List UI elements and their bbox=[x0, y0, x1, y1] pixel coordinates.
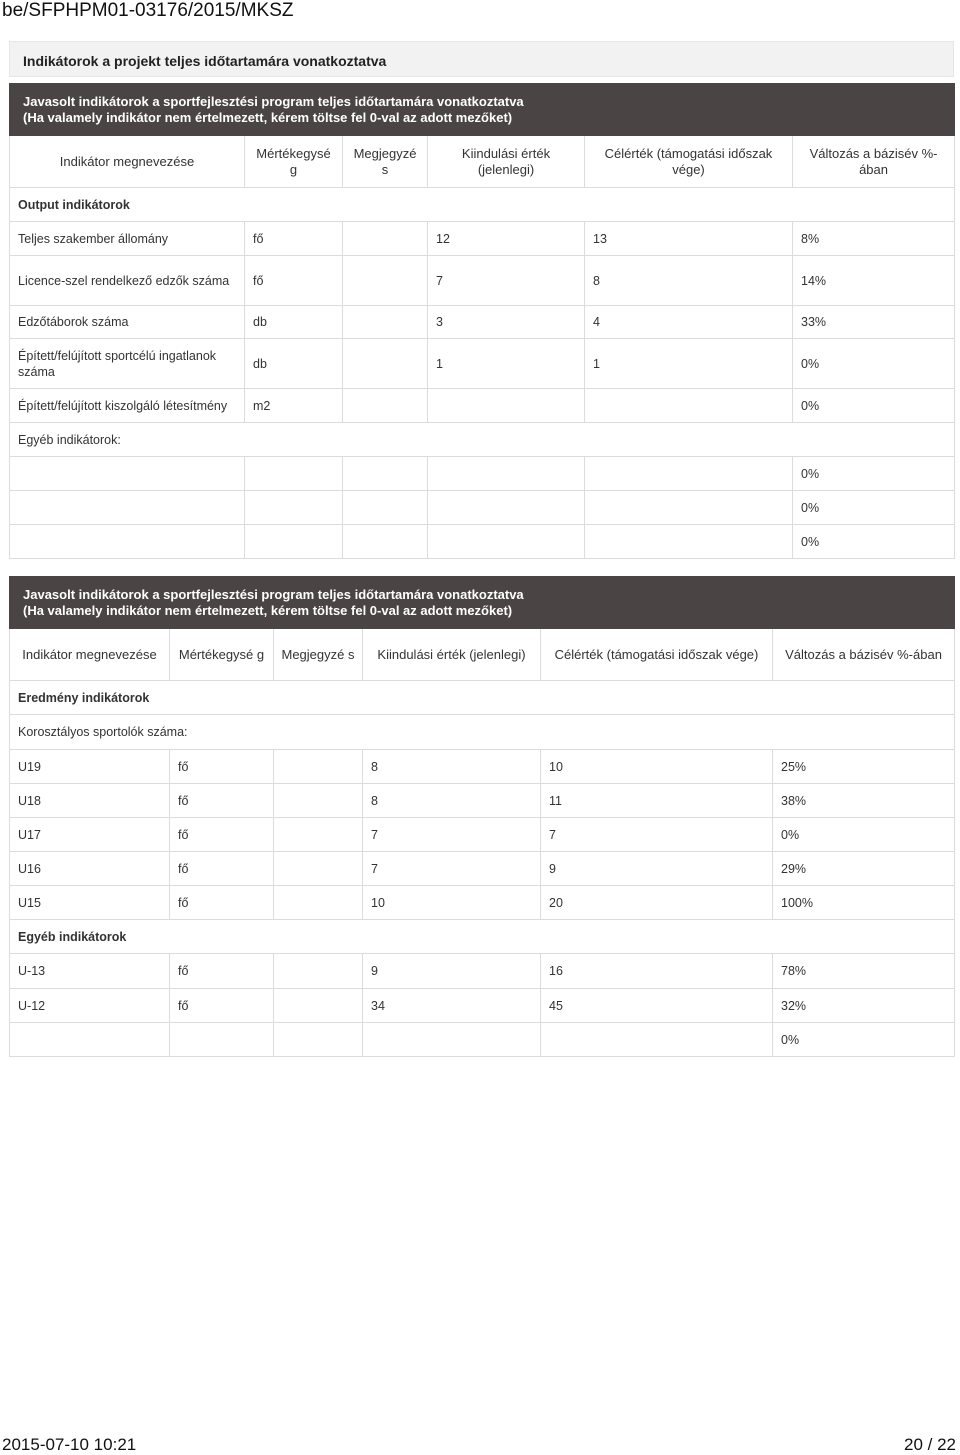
cell-base bbox=[428, 389, 585, 423]
cell-name bbox=[10, 1023, 170, 1057]
cell-target: 8 bbox=[585, 256, 793, 306]
table-row bbox=[10, 886, 955, 920]
cell-note bbox=[274, 1023, 363, 1057]
cell-name: Épített/felújított kiszolgáló létesítmény bbox=[10, 389, 245, 423]
col-header-unit: Mértékegysé g bbox=[170, 629, 274, 681]
cell-base: 8 bbox=[363, 784, 541, 818]
cell-target bbox=[585, 457, 793, 491]
cell-change: 14% bbox=[793, 256, 955, 306]
cell-unit bbox=[245, 457, 343, 491]
cell-base: 3 bbox=[428, 306, 585, 339]
group-row bbox=[10, 681, 955, 715]
table-banner-cell bbox=[10, 84, 955, 136]
table-row bbox=[10, 852, 955, 886]
cell-target: 10 bbox=[541, 750, 773, 784]
cell-note bbox=[343, 525, 428, 559]
banner-line-2: (Ha valamely indikátor nem értelmezett, kérem töltse fel 0-val az adott mezőket) bbox=[23, 109, 513, 125]
cell-target: 9 bbox=[541, 852, 773, 886]
cell-base: 10 bbox=[363, 886, 541, 920]
cell-base: 7 bbox=[363, 818, 541, 852]
cell-base bbox=[428, 491, 585, 525]
cell-change: 8% bbox=[793, 222, 955, 256]
cell-note bbox=[274, 852, 363, 886]
col-header-change: Változás a bázisév %-ában bbox=[773, 629, 955, 681]
cell-name: Teljes szakember állomány bbox=[10, 222, 245, 256]
cell-note bbox=[343, 491, 428, 525]
table-row bbox=[10, 222, 955, 256]
cell-name: Licence-szel rendelkező edzők száma bbox=[10, 256, 245, 306]
cell-change: 25% bbox=[773, 750, 955, 784]
cell-name: U15 bbox=[10, 886, 170, 920]
group-label-other: Egyéb indikátorok bbox=[10, 920, 955, 954]
cell-base: 7 bbox=[428, 256, 585, 306]
document-title: be/SFPHPM01-03176/2015/MKSZ bbox=[2, 0, 294, 21]
table-row bbox=[10, 818, 955, 852]
cell-name: U17 bbox=[10, 818, 170, 852]
cell-unit: fő bbox=[245, 222, 343, 256]
cell-change: 0% bbox=[793, 525, 955, 559]
table-row bbox=[10, 491, 955, 525]
cell-name: U-13 bbox=[10, 954, 170, 989]
table-banner bbox=[10, 577, 955, 629]
cell-note bbox=[343, 457, 428, 491]
col-header-name: Indikátor megnevezése bbox=[10, 629, 170, 681]
cell-name: U19 bbox=[10, 750, 170, 784]
table-row bbox=[10, 389, 955, 423]
cell-target: 11 bbox=[541, 784, 773, 818]
cell-note bbox=[274, 886, 363, 920]
cell-base bbox=[363, 1023, 541, 1057]
col-header-target: Célérték (támogatási időszak vége) bbox=[585, 136, 793, 188]
table-row bbox=[10, 954, 955, 989]
subgroup-row bbox=[10, 423, 955, 457]
col-header-base: Kiindulási érték (jelenlegi) bbox=[428, 136, 585, 188]
other-indicators-label: Egyéb indikátorok: bbox=[10, 423, 955, 457]
table-row bbox=[10, 256, 955, 306]
cell-change: 100% bbox=[773, 886, 955, 920]
col-header-name: Indikátor megnevezése bbox=[10, 136, 245, 188]
cell-note bbox=[343, 389, 428, 423]
cell-change: 38% bbox=[773, 784, 955, 818]
age-groups-label: Korosztályos sportolók száma: bbox=[10, 715, 955, 750]
cell-target bbox=[585, 525, 793, 559]
cell-name: Edzőtáborok száma bbox=[10, 306, 245, 339]
cell-base: 1 bbox=[428, 339, 585, 389]
cell-base: 12 bbox=[428, 222, 585, 256]
banner-line-2: (Ha valamely indikátor nem értelmezett, kérem töltse fel 0-val az adott mezőket) bbox=[23, 602, 513, 618]
cell-change: 0% bbox=[793, 389, 955, 423]
cell-note bbox=[343, 339, 428, 389]
footer-page-number: 20 / 22 bbox=[904, 1435, 956, 1454]
cell-unit bbox=[245, 491, 343, 525]
cell-change: 0% bbox=[773, 1023, 955, 1057]
group-label-output: Output indikátorok bbox=[10, 188, 955, 222]
table-row bbox=[10, 1023, 955, 1057]
table-row bbox=[10, 989, 955, 1023]
col-header-target: Célérték (támogatási időszak vége) bbox=[541, 629, 773, 681]
cell-unit: fő bbox=[170, 954, 274, 989]
col-header-unit: Mértékegysé g bbox=[245, 136, 343, 188]
cell-unit: fő bbox=[170, 750, 274, 784]
cell-base: 7 bbox=[363, 852, 541, 886]
cell-target: 45 bbox=[541, 989, 773, 1023]
cell-note bbox=[274, 954, 363, 989]
group-row bbox=[10, 188, 955, 222]
cell-change: 32% bbox=[773, 989, 955, 1023]
cell-unit: db bbox=[245, 339, 343, 389]
cell-change: 0% bbox=[793, 457, 955, 491]
cell-target: 4 bbox=[585, 306, 793, 339]
cell-note bbox=[274, 989, 363, 1023]
cell-name bbox=[10, 525, 245, 559]
cell-change: 0% bbox=[773, 818, 955, 852]
table-banner bbox=[10, 84, 955, 136]
cell-unit: fő bbox=[170, 818, 274, 852]
cell-note bbox=[343, 306, 428, 339]
table-row bbox=[10, 784, 955, 818]
table-row bbox=[10, 750, 955, 784]
cell-unit bbox=[245, 525, 343, 559]
cell-target: 7 bbox=[541, 818, 773, 852]
cell-unit: fő bbox=[170, 989, 274, 1023]
cell-target bbox=[541, 1023, 773, 1057]
banner-line-1: Javasolt indikátorok a sportfejlesztési program teljes időtartamára vonatkoztatva bbox=[23, 586, 524, 602]
cell-target bbox=[585, 491, 793, 525]
banner-line-1: Javasolt indikátorok a sportfejlesztési program teljes időtartamára vonatkoztatva bbox=[23, 93, 524, 109]
cell-name bbox=[10, 457, 245, 491]
subgroup-row bbox=[10, 715, 955, 750]
cell-base bbox=[428, 525, 585, 559]
footer-timestamp: 2015-07-10 10:21 bbox=[2, 1435, 137, 1454]
table-banner-cell bbox=[10, 577, 955, 629]
cell-base: 34 bbox=[363, 989, 541, 1023]
cell-note bbox=[274, 784, 363, 818]
cell-name bbox=[10, 491, 245, 525]
cell-change: 78% bbox=[773, 954, 955, 989]
cell-unit: fő bbox=[170, 784, 274, 818]
col-header-change: Változás a bázisév %-ában bbox=[793, 136, 955, 188]
group-row bbox=[10, 920, 955, 954]
col-header-note: Megjegyzé s bbox=[343, 136, 428, 188]
table-row bbox=[10, 457, 955, 491]
result-indicators-table bbox=[9, 576, 955, 1057]
cell-target: 20 bbox=[541, 886, 773, 920]
cell-unit bbox=[170, 1023, 274, 1057]
cell-unit: fő bbox=[170, 852, 274, 886]
output-indicators-table bbox=[9, 83, 955, 559]
cell-name: U-12 bbox=[10, 989, 170, 1023]
section-title: Indikátorok a projekt teljes időtartamára vonatkoztatva bbox=[9, 41, 954, 77]
cell-change: 29% bbox=[773, 852, 955, 886]
cell-unit: db bbox=[245, 306, 343, 339]
cell-unit: fő bbox=[245, 256, 343, 306]
cell-change: 0% bbox=[793, 339, 955, 389]
cell-target: 1 bbox=[585, 339, 793, 389]
table-row bbox=[10, 306, 955, 339]
cell-base bbox=[428, 457, 585, 491]
cell-change: 0% bbox=[793, 491, 955, 525]
table-header-row bbox=[10, 629, 955, 681]
cell-name: Épített/felújított sportcélú ingatlanok száma bbox=[10, 339, 245, 389]
table-header-row bbox=[10, 136, 955, 188]
cell-note bbox=[343, 222, 428, 256]
cell-target bbox=[585, 389, 793, 423]
col-header-base: Kiindulási érték (jelenlegi) bbox=[363, 629, 541, 681]
table-row bbox=[10, 525, 955, 559]
cell-base: 8 bbox=[363, 750, 541, 784]
cell-note bbox=[343, 256, 428, 306]
cell-name: U18 bbox=[10, 784, 170, 818]
cell-name: U16 bbox=[10, 852, 170, 886]
cell-change: 33% bbox=[793, 306, 955, 339]
cell-note bbox=[274, 750, 363, 784]
cell-unit: fő bbox=[170, 886, 274, 920]
col-header-note: Megjegyzé s bbox=[274, 629, 363, 681]
cell-target: 13 bbox=[585, 222, 793, 256]
cell-unit: m2 bbox=[245, 389, 343, 423]
group-label-result: Eredmény indikátorok bbox=[10, 681, 955, 715]
cell-base: 9 bbox=[363, 954, 541, 989]
cell-note bbox=[274, 818, 363, 852]
cell-target: 16 bbox=[541, 954, 773, 989]
table-row bbox=[10, 339, 955, 389]
